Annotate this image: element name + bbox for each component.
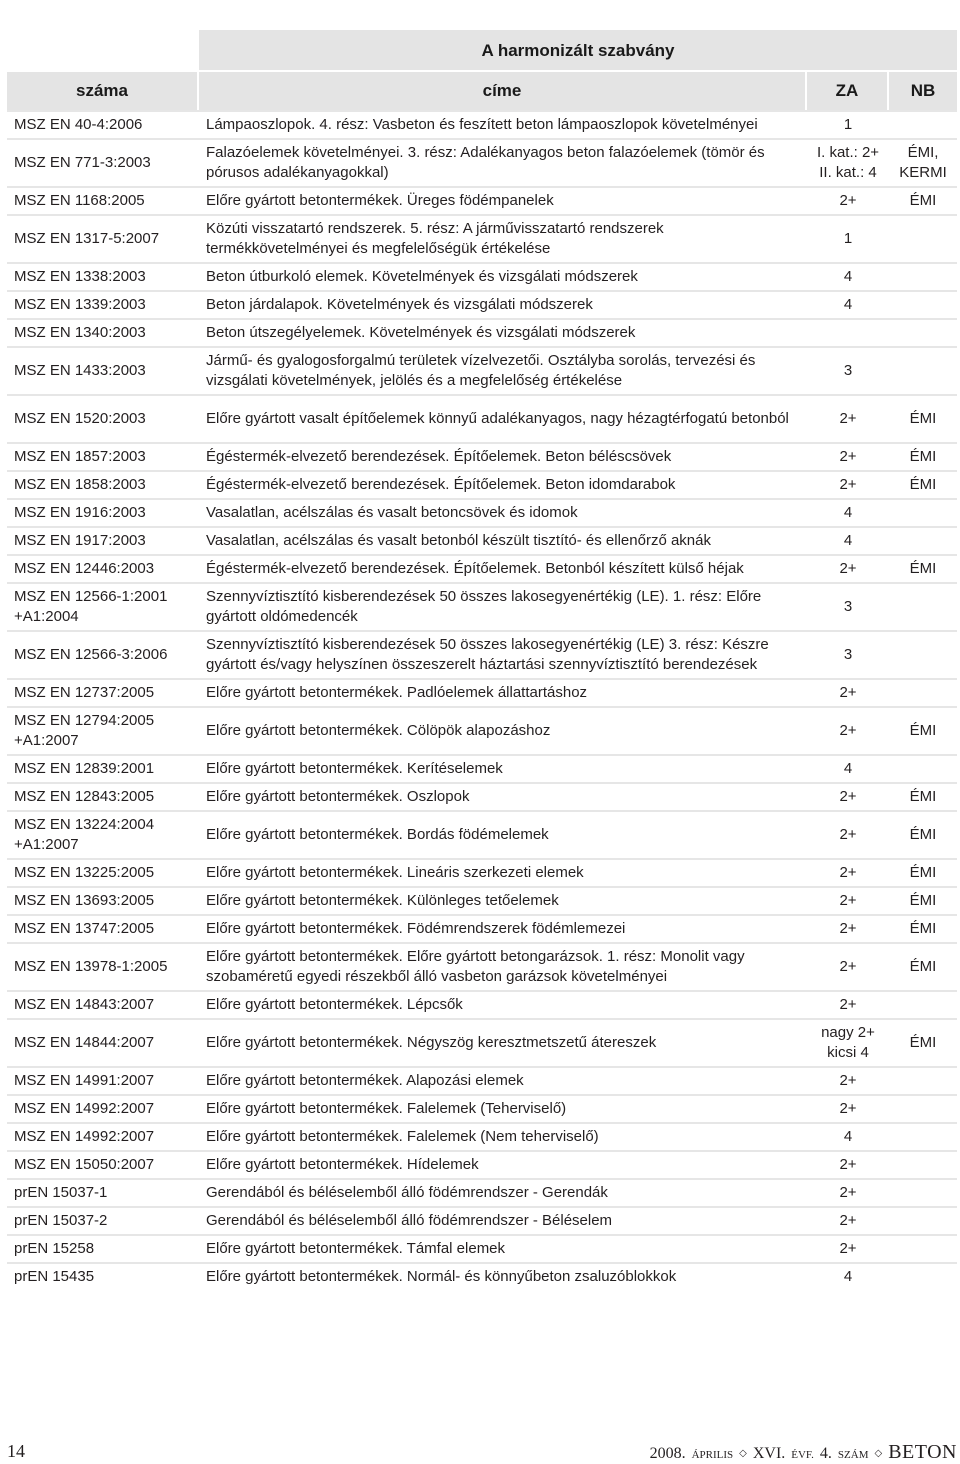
journal-footer [650, 1441, 957, 1464]
table-row [7, 706, 957, 754]
standard-title-cell: Előre gyártott betontermékek. Lineáris szerkezeti elemek [199, 858, 807, 886]
za-cell: 4 [807, 526, 889, 554]
za-cell [807, 318, 889, 346]
standard-number-cell: prEN 15037-1 [7, 1178, 199, 1206]
table-row [7, 1018, 957, 1066]
standard-title-cell: Előre gyártott betontermékek. Különleges tetőelemek [199, 886, 807, 914]
standard-number-cell: prEN 15435 [7, 1262, 199, 1290]
table-row [7, 1206, 957, 1234]
standard-title-cell: Beton útszegélyelemek. Követelmények és vizsgálati módszerek [199, 318, 807, 346]
table-row [7, 914, 957, 942]
table-row [7, 1094, 957, 1122]
standard-number-cell: MSZ EN 14992:2007 [7, 1094, 199, 1122]
nb-cell: ÉMI [889, 782, 957, 810]
col-header-za: ZA [807, 72, 889, 110]
nb-cell [889, 582, 957, 630]
standard-title-cell: Vasalatlan, acélszálas és vasalt betoncsövek és idomok [199, 498, 807, 526]
table-row [7, 554, 957, 582]
nb-cell [889, 1066, 957, 1094]
za-cell: 4 [807, 1262, 889, 1290]
standard-title-cell: Falazóelemek követelményei. 3. rész: Adalékanyagos beton falazóelemek (tömör és pórusos adalékanyagokkal) [199, 138, 807, 186]
standard-number-cell: MSZ EN 40-4:2006 [7, 110, 199, 138]
table-row [7, 754, 957, 782]
standard-number-cell: MSZ EN 15050:2007 [7, 1150, 199, 1178]
table-row [7, 186, 957, 214]
za-cell: 4 [807, 1122, 889, 1150]
nb-cell: ÉMI [889, 858, 957, 886]
za-cell: 2+ [807, 1206, 889, 1234]
za-cell: 3 [807, 582, 889, 630]
standard-number-cell: MSZ EN 14992:2007 [7, 1122, 199, 1150]
table-row [7, 470, 957, 498]
standard-title-cell: Lámpaoszlopok. 4. rész: Vasbeton és feszített beton lámpaoszlopok követelményei [199, 110, 807, 138]
za-cell: 2+ [807, 1094, 889, 1122]
table-row [7, 990, 957, 1018]
standard-number-cell: MSZ EN 1340:2003 [7, 318, 199, 346]
za-cell: 2+ [807, 990, 889, 1018]
za-cell: 2+ [807, 470, 889, 498]
nb-cell [889, 630, 957, 678]
nb-cell [889, 1150, 957, 1178]
table-row [7, 262, 957, 290]
table-row [7, 1262, 957, 1290]
table-row [7, 1066, 957, 1094]
table-row [7, 346, 957, 394]
za-cell: 2+ [807, 678, 889, 706]
za-cell: 2+ [807, 706, 889, 754]
diamond-icon: ◇ [739, 1448, 747, 1459]
standard-number-cell: prEN 15258 [7, 1234, 199, 1262]
table-row [7, 526, 957, 554]
header-row-top [7, 30, 957, 72]
standard-number-cell: MSZ EN 1168:2005 [7, 186, 199, 214]
table-row [7, 810, 957, 858]
nb-cell: ÉMI [889, 706, 957, 754]
standard-title-cell: Égéstermék-elvezető berendezések. Építőelemek. Betonból készített külső héjak [199, 554, 807, 582]
za-cell: 2+ [807, 810, 889, 858]
standard-number-cell: MSZ EN 13225:2005 [7, 858, 199, 886]
standard-number-cell: MSZ EN 1317-5:2007 [7, 214, 199, 262]
nb-cell: ÉMI [889, 442, 957, 470]
za-cell: 2+ [807, 1234, 889, 1262]
standard-title-cell: Előre gyártott betontermékek. Normál- és könnyűbeton zsaluzóblokkok [199, 1262, 807, 1290]
nb-cell [889, 1178, 957, 1206]
nb-cell [889, 346, 957, 394]
table-row [7, 782, 957, 810]
za-cell: 2+ [807, 886, 889, 914]
standard-title-cell: Égéstermék-elvezető berendezések. Építőelemek. Beton béléscsövek [199, 442, 807, 470]
standard-title-cell: Előre gyártott betontermékek. Lépcsők [199, 990, 807, 1018]
standard-number-cell: MSZ EN 12566-3:2006 [7, 630, 199, 678]
header-title: A harmonizált szabvány [199, 30, 957, 72]
za-cell: 2+ [807, 782, 889, 810]
za-cell: 3 [807, 630, 889, 678]
za-cell: I. kat.: 2+ II. kat.: 4 [807, 138, 889, 186]
standard-title-cell: Gerendából és béléselemből álló födémrendszer - Béléselem [199, 1206, 807, 1234]
table-row [7, 1150, 957, 1178]
nb-cell [889, 678, 957, 706]
standard-title-cell: Előre gyártott betontermékek. Négyszög keresztmetszetű átereszek [199, 1018, 807, 1066]
standard-title-cell: Jármű- és gyalogosforgalmú területek vízelvezetői. Osztályba sorolás, tervezési és vizsgálati követelmények, jelölés és a megfelelőség értékelése [199, 346, 807, 394]
standard-title-cell: Előre gyártott betontermékek. Alapozási elemek [199, 1066, 807, 1094]
table-row [7, 110, 957, 138]
nb-cell [889, 214, 957, 262]
za-cell: 2+ [807, 1178, 889, 1206]
nb-cell: ÉMI [889, 554, 957, 582]
standard-title-cell: Előre gyártott betontermékek. Előre gyártott betongarázsok. 1. rész: Monolit vagy szobaméretű egyedi részekből álló vasbeton garázsok követelményei [199, 942, 807, 990]
standard-title-cell: Égéstermék-elvezető berendezések. Építőelemek. Beton idomdarabok [199, 470, 807, 498]
standard-title-cell: Beton útburkoló elemek. Követelmények és vizsgálati módszerek [199, 262, 807, 290]
standard-number-cell: MSZ EN 1858:2003 [7, 470, 199, 498]
table-row [7, 442, 957, 470]
footer-issue-label: SZÁM [837, 1449, 869, 1461]
table-row [7, 678, 957, 706]
table-row [7, 630, 957, 678]
nb-cell [889, 754, 957, 782]
nb-cell: ÉMI, KERMI [889, 138, 957, 186]
table-row [7, 290, 957, 318]
footer-month: ÁPRILIS [691, 1449, 734, 1461]
za-cell: 2+ [807, 942, 889, 990]
standard-title-cell: Vasalatlan, acélszálas és vasalt betonból készült tisztító- és ellenőrző aknák [199, 526, 807, 554]
za-cell: 1 [807, 214, 889, 262]
nb-cell: ÉMI [889, 942, 957, 990]
nb-cell [889, 318, 957, 346]
za-cell: 4 [807, 290, 889, 318]
za-cell: 2+ [807, 554, 889, 582]
footer-issue: 4. [819, 1445, 832, 1462]
col-header-number: száma [7, 72, 199, 110]
standard-title-cell: Előre gyártott betontermékek. Támfal elemek [199, 1234, 807, 1262]
za-cell: 2+ [807, 186, 889, 214]
nb-cell: ÉMI [889, 186, 957, 214]
table-row [7, 138, 957, 186]
standard-title-cell: Beton járdalapok. Követelmények és vizsgálati módszerek [199, 290, 807, 318]
table-body [7, 110, 957, 1290]
nb-cell: ÉMI [889, 810, 957, 858]
za-cell: 2+ [807, 1066, 889, 1094]
footer-year: 2008. [649, 1445, 686, 1462]
table-row [7, 942, 957, 990]
standard-number-cell: MSZ EN 771-3:2003 [7, 138, 199, 186]
nb-cell: ÉMI [889, 394, 957, 442]
standard-number-cell: MSZ EN 12737:2005 [7, 678, 199, 706]
nb-cell [889, 262, 957, 290]
standard-number-cell: MSZ EN 14844:2007 [7, 1018, 199, 1066]
standard-number-cell: MSZ EN 1338:2003 [7, 262, 199, 290]
za-cell: 2+ [807, 442, 889, 470]
standard-number-cell: MSZ EN 12839:2001 [7, 754, 199, 782]
standard-number-cell: MSZ EN 12843:2005 [7, 782, 199, 810]
nb-cell [889, 526, 957, 554]
nb-cell: ÉMI [889, 914, 957, 942]
standards-table [7, 30, 957, 1290]
nb-cell [889, 110, 957, 138]
standard-number-cell: MSZ EN 12794:2005 +A1:2007 [7, 706, 199, 754]
nb-cell [889, 1094, 957, 1122]
standard-title-cell: Előre gyártott betontermékek. Födémrendszerek födémlemezei [199, 914, 807, 942]
nb-cell [889, 990, 957, 1018]
standard-title-cell: Előre gyártott betontermékek. Oszlopok [199, 782, 807, 810]
nb-cell: ÉMI [889, 1018, 957, 1066]
za-cell: 1 [807, 110, 889, 138]
standard-number-cell: MSZ EN 13978-1:2005 [7, 942, 199, 990]
header-spacer [7, 30, 199, 72]
standard-title-cell: Előre gyártott betontermékek. Bordás födémelemek [199, 810, 807, 858]
nb-cell [889, 1262, 957, 1290]
standard-number-cell: MSZ EN 13693:2005 [7, 886, 199, 914]
standard-title-cell: Előre gyártott betontermékek. Cölöpök alapozáshoz [199, 706, 807, 754]
standard-title-cell: Előre gyártott betontermékek. Kerítéselemek [199, 754, 807, 782]
standard-title-cell: Szennyvíztisztító kisberendezések 50 összes lakosegyenértékig (LE). 1. rész: Előre gyártott oldómedencék [199, 582, 807, 630]
standard-number-cell: MSZ EN 12566-1:2001 +A1:2004 [7, 582, 199, 630]
standard-title-cell: Szennyvíztisztító kisberendezések 50 összes lakosegyenértékig (LE) 3. rész: Készre gyártott és/vagy helyszínen összeszerelt háztartási szennyvíztisztító berendezések [199, 630, 807, 678]
standard-number-cell: MSZ EN 1917:2003 [7, 526, 199, 554]
standard-title-cell: Előre gyártott betontermékek. Üreges födémpanelek [199, 186, 807, 214]
table-row [7, 498, 957, 526]
footer-year-label: ÉVF. [791, 1449, 814, 1461]
table-row [7, 858, 957, 886]
standard-number-cell: MSZ EN 1520:2003 [7, 394, 199, 442]
za-cell: 2+ [807, 1150, 889, 1178]
standard-number-cell: prEN 15037-2 [7, 1206, 199, 1234]
standard-number-cell: MSZ EN 14991:2007 [7, 1066, 199, 1094]
za-cell: 2+ [807, 914, 889, 942]
table-row [7, 394, 957, 442]
col-header-title: címe [199, 72, 807, 110]
nb-cell [889, 498, 957, 526]
standard-number-cell: MSZ EN 13747:2005 [7, 914, 199, 942]
nb-cell: ÉMI [889, 470, 957, 498]
journal-name: BETON [888, 1441, 957, 1463]
standard-title-cell: Közúti visszatartó rendszerek. 5. rész: A járművisszatartó rendszerek termékkövetelményei és megfelelőségük értékelése [199, 214, 807, 262]
table-row [7, 214, 957, 262]
za-cell: 2+ [807, 394, 889, 442]
footer-volume: XVI. [752, 1445, 786, 1462]
za-cell: nagy 2+ kicsi 4 [807, 1018, 889, 1066]
table-row [7, 582, 957, 630]
za-cell: 4 [807, 262, 889, 290]
nb-cell [889, 290, 957, 318]
standard-title-cell: Előre gyártott betontermékek. Falelemek (Teherviselő) [199, 1094, 807, 1122]
table-row [7, 1178, 957, 1206]
za-cell: 4 [807, 498, 889, 526]
header-row-columns [7, 72, 957, 110]
table-row [7, 318, 957, 346]
za-cell: 3 [807, 346, 889, 394]
standard-number-cell: MSZ EN 1339:2003 [7, 290, 199, 318]
standard-title-cell: Előre gyártott betontermékek. Hídelemek [199, 1150, 807, 1178]
za-cell: 2+ [807, 858, 889, 886]
za-cell: 4 [807, 754, 889, 782]
standard-title-cell: Előre gyártott betontermékek. Falelemek (Nem teherviselő) [199, 1122, 807, 1150]
col-header-nb: NB [889, 72, 957, 110]
nb-cell: ÉMI [889, 886, 957, 914]
table-row [7, 1234, 957, 1262]
diamond-icon: ◇ [874, 1448, 883, 1459]
table-row [7, 886, 957, 914]
page-number: 14 [7, 1441, 25, 1461]
standard-number-cell: MSZ EN 1916:2003 [7, 498, 199, 526]
nb-cell [889, 1206, 957, 1234]
standard-number-cell: MSZ EN 1857:2003 [7, 442, 199, 470]
standard-title-cell: Gerendából és béléselemből álló födémrendszer - Gerendák [199, 1178, 807, 1206]
table-row [7, 1122, 957, 1150]
standard-number-cell: MSZ EN 14843:2007 [7, 990, 199, 1018]
standard-title-cell: Előre gyártott vasalt építőelemek könnyű adalékanyagos, nagy hézagtérfogatú betonból [199, 394, 807, 442]
nb-cell [889, 1122, 957, 1150]
nb-cell [889, 1234, 957, 1262]
standard-number-cell: MSZ EN 12446:2003 [7, 554, 199, 582]
standard-number-cell: MSZ EN 1433:2003 [7, 346, 199, 394]
standard-title-cell: Előre gyártott betontermékek. Padlóelemek állattartáshoz [199, 678, 807, 706]
standard-number-cell: MSZ EN 13224:2004 +A1:2007 [7, 810, 199, 858]
